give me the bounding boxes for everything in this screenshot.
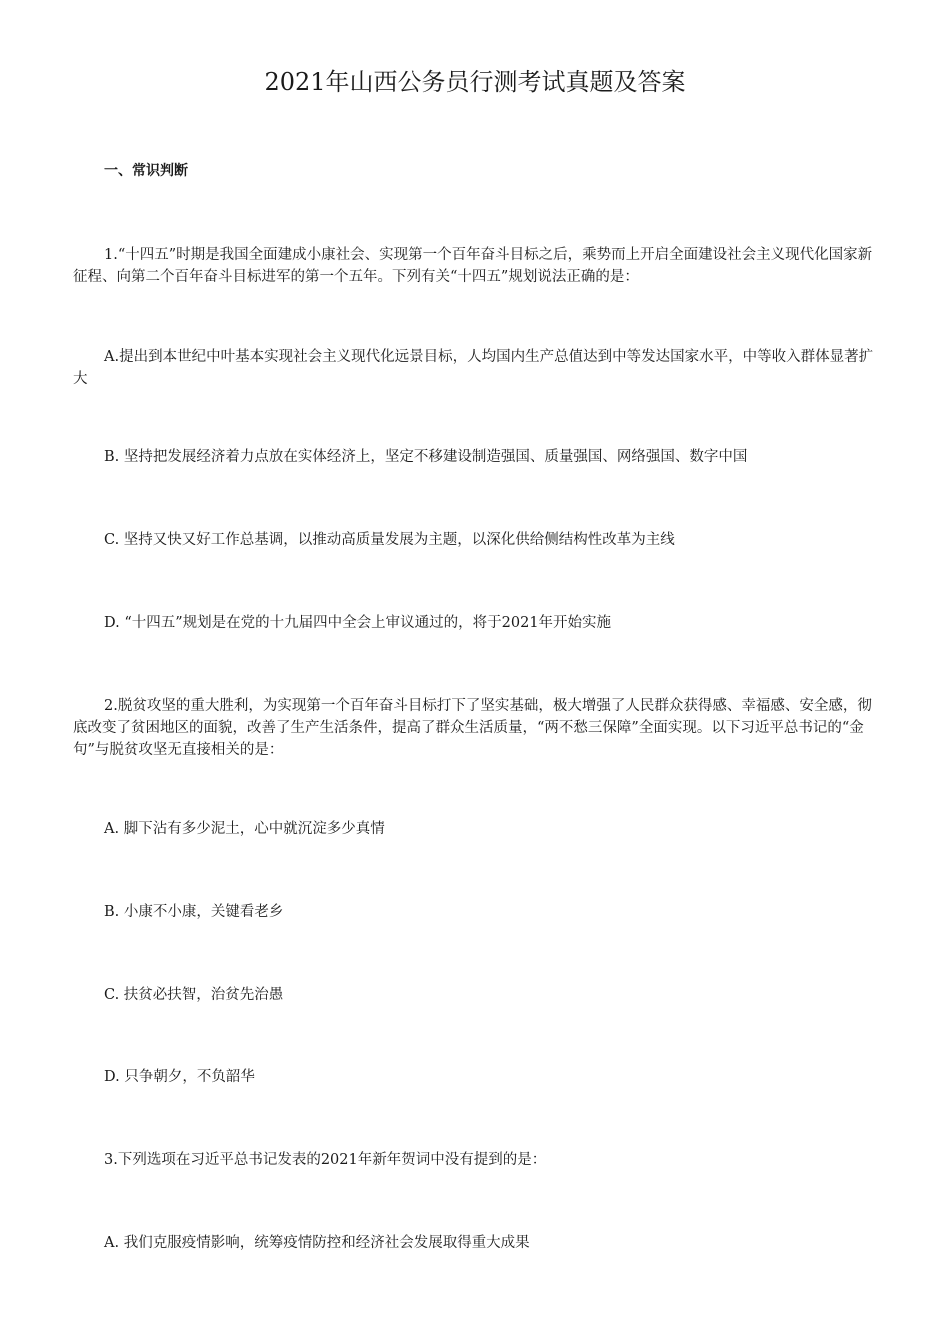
question-2-option-d: D. 只争朝夕，不负韶华 bbox=[104, 1069, 255, 1085]
question-2-option-a: A. 脚下沾有多少泥土，心中就沉淀多少真情 bbox=[104, 821, 385, 837]
question-1-option-b: B. 坚持把发展经济着力点放在实体经济上，坚定不移建设制造强国、质量强国、网络强国、数字中国 bbox=[104, 449, 748, 465]
question-1-option-a: A.提出到本世纪中叶基本实现社会主义现代化远景目标，人均国内生产总值达到中等发达国家水平，中等收入群体显著扩大 bbox=[73, 349, 874, 387]
question-3-stem: 3.下列选项在习近平总书记发表的2021年新年贺词中没有提到的是： bbox=[104, 1152, 547, 1168]
question-2-option-c: C. 扶贫必扶智，治贫先治愚 bbox=[104, 987, 284, 1003]
question-1-stem: 1.“十四五”时期是我国全面建成小康社会、实现第一个百年奋斗目标之后，乘势而上开启全面建设社会主义现代化国家新征程、向第二个百年奋斗目标进军的第一个五年。下列有关“十四五”规划说法正确的是： bbox=[73, 247, 873, 285]
question-1-option-c: C. 坚持又快又好工作总基调，以推动高质量发展为主题，以深化供给侧结构性改革为主线 bbox=[104, 532, 675, 548]
question-3-option-a: A. 我们克服疫情影响，统筹疫情防控和经济社会发展取得重大成果 bbox=[104, 1235, 530, 1251]
question-2-option-b: B. 小康不小康，关键看老乡 bbox=[104, 904, 284, 920]
question-2-stem: 2.脱贫攻坚的重大胜利，为实现第一个百年奋斗目标打下了坚实基础，极大增强了人民群众获得感、幸福感、安全感，彻底改变了贫困地区的面貌，改善了生产生活条件，提高了群众生活质量，“两不愁三保障”全面实现。以下习近平总书记的“金句”与脱贫攻坚无直接相关的是： bbox=[73, 698, 872, 758]
question-1-option-d: D. “十四五”规划是在党的十九届四中全会上审议通过的，将于2021年开始实施 bbox=[104, 615, 612, 631]
document-title: 2021年山西公务员行测考试真题及答案 bbox=[264, 68, 686, 96]
section-heading: 一、常识判断 bbox=[104, 163, 188, 179]
